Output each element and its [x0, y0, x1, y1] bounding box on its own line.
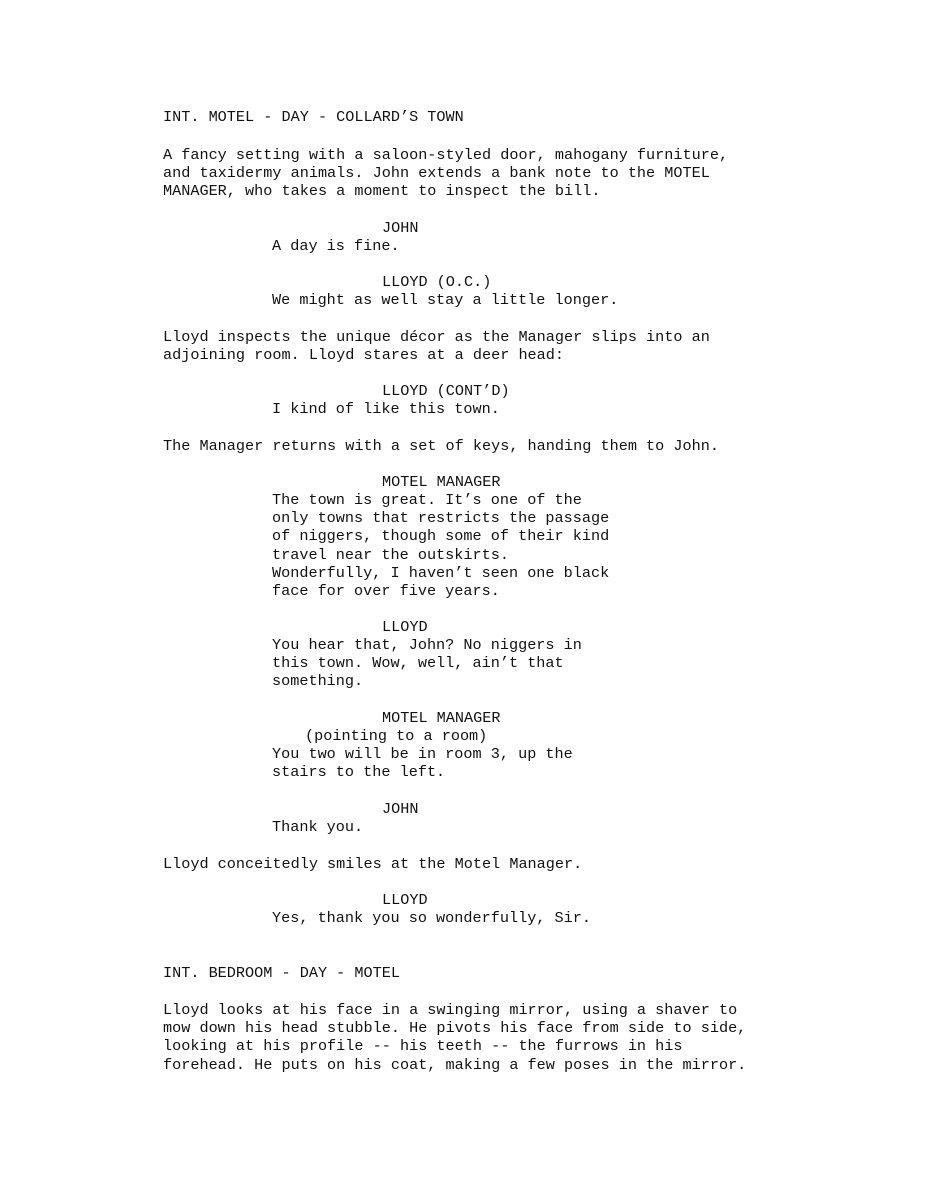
action-line: Lloyd conceitedly smiles at the Motel Manager.	[163, 855, 583, 873]
dialogue-line: The town is great. It’s one of the only towns that restricts the passage of niggers, though some of their kind travel near the outskirts. Wonderfully, I haven’t seen one black face for over five years.	[272, 491, 610, 601]
dialogue-line: I kind of like this town.	[272, 400, 500, 418]
scene-heading: INT. MOTEL - DAY - COLLARD’S TOWN	[163, 108, 464, 126]
dialogue-line: Yes, thank you so wonderfully, Sir.	[272, 909, 591, 927]
character-cue: JOHN	[382, 219, 419, 237]
dialogue-line: You hear that, John? No niggers in this town. Wow, well, ain’t that something.	[272, 636, 582, 691]
parenthetical: (pointing to a room)	[305, 727, 488, 745]
action-line: Lloyd inspects the unique décor as the Manager slips into an adjoining room. Lloyd stares at a deer head:	[163, 328, 710, 365]
dialogue-line: You two will be in room 3, up the stairs to the left.	[272, 745, 573, 782]
character-cue: MOTEL MANAGER	[382, 473, 501, 491]
dialogue-line: A day is fine.	[272, 237, 400, 255]
character-cue: LLOYD	[382, 618, 428, 636]
dialogue-line: We might as well stay a little longer.	[272, 291, 619, 309]
scene-heading: INT. BEDROOM - DAY - MOTEL	[163, 964, 400, 982]
character-cue: LLOYD	[382, 891, 428, 909]
action-line: The Manager returns with a set of keys, handing them to John.	[163, 437, 719, 455]
action-line: Lloyd looks at his face in a swinging mirror, using a shaver to mow down his head stubble. He pivots his face from side to side, looking at his profile -- his teeth -- the furrows in his forehead. He puts on his coat, making a few poses in the mirror.	[163, 1001, 747, 1074]
dialogue-line: Thank you.	[272, 818, 364, 836]
character-cue: MOTEL MANAGER	[382, 709, 501, 727]
character-cue: LLOYD (CONT’D)	[382, 382, 510, 400]
character-cue: JOHN	[382, 800, 419, 818]
action-line: A fancy setting with a saloon-styled door, mahogany furniture, and taxidermy animals. John extends a bank note to the MOTEL MANAGER, who takes a moment to inspect the bill.	[163, 146, 729, 201]
character-cue: LLOYD (O.C.)	[382, 273, 492, 291]
